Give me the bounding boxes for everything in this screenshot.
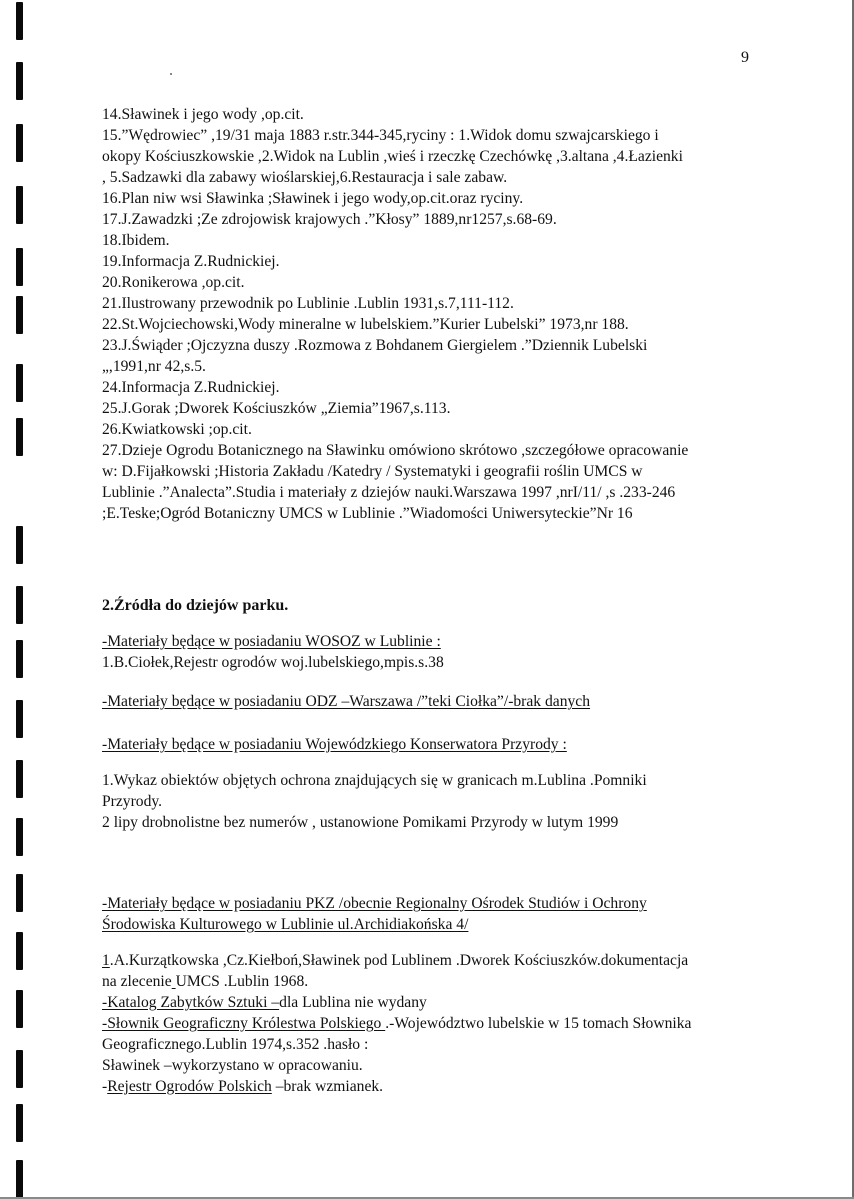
footnote-line: 15.”Wędrowiec” ,19/31 maja 1883 r.str.344-345,ryciny : 1.Widok domu szwajcarskiego i <box>102 127 659 144</box>
pkz-title-line: Środowiska Kulturowego w Lublinie ul.Archidiakońska 4/ <box>102 916 469 933</box>
slownik-title: -Słownik Geograficzny Królestwa Polskiego <box>102 1015 386 1032</box>
footnote-line: 22.St.Wojciechowski,Wody mineralne w lubelskiem.”Kurier Lubelski” 1973,nr 188. <box>102 316 629 333</box>
scan-speck <box>170 73 172 75</box>
katalog-line <box>102 992 822 1013</box>
binding-mark <box>16 418 23 456</box>
footnote-line: 25.J.Gorak ;Dworek Kościuszków „Ziemia”1967,s.113. <box>102 400 451 417</box>
odz-block <box>102 691 822 712</box>
footnote-line: 14.Sławinek i jego wody ,op.cit. <box>102 106 304 123</box>
binding-mark <box>16 700 23 738</box>
binding-mark <box>16 586 23 624</box>
binding-mark <box>16 1160 23 1198</box>
konserwator-line: Przyrody. <box>102 793 163 810</box>
binding-mark <box>16 296 23 334</box>
pkz-item-1-cont-b: UMCS .Lublin 1968. <box>175 973 309 990</box>
binding-mark <box>16 124 23 162</box>
pkz-item-1-number: 1 <box>102 952 110 969</box>
binding-marks <box>16 0 26 1199</box>
binding-mark <box>16 62 23 100</box>
katalog-title: -Katalog Zabytków Sztuki – <box>102 994 280 1011</box>
binding-mark <box>16 2 23 40</box>
footnote-line: 23.J.Świąder ;Ojczyzna duszy .Rozmowa z Bohdanem Giergielem .”Dziennik Lubelski <box>102 337 648 354</box>
pkz-item-1-cont-a: na zlecenie <box>102 973 172 990</box>
konserwator-block <box>102 734 822 755</box>
footnote-line: 27.Dzieje Ogrodu Botanicznego na Sławinku omówiono skrótowo ,szczegółowe opracowanie <box>102 442 689 459</box>
rejestr-title: Rejestr Ogrodów Polskich <box>107 1078 272 1095</box>
katalog-note: dla Lublina nie wydany <box>279 994 427 1011</box>
konserwator-line: 2 lipy drobnolistne bez numerów , ustanowione Pomikami Przyrody w lutym 1999 <box>102 814 619 831</box>
konserwator-list <box>102 770 822 833</box>
wosoz-title: -Materiały będące w posiadaniu WOSOZ w Lublinie : <box>102 633 441 650</box>
pkz-item-1-cont <box>102 971 822 992</box>
footnote-line: , 5.Sadzawki dla zabawy wioślarskiej,6.Restauracja i sale zabaw. <box>102 169 508 186</box>
konserwator-line: 1.Wykaz obiektów objętych ochrona znajdujących się w granicach m.Lublina .Pomniki <box>102 772 647 789</box>
rejestr-note: –brak wzmianek. <box>271 1078 384 1095</box>
binding-mark <box>16 526 23 564</box>
footnote-line: w: D.Fijałkowski ;Historia Zakładu /Katedry / Systematyki i geografii roślin UMCS w <box>102 463 643 480</box>
pkz-title-line: -Materiały będące w posiadaniu PKZ /obecnie Regionalny Ośrodek Studiów i Ochrony <box>102 895 647 912</box>
footnote-line: 17.J.Zawadzki ;Ze zdrojowisk krajowych .”Kłosy” 1889,nr1257,s.68-69. <box>102 211 557 228</box>
footnote-line: okopy Kościuszkowskie ,2.Widok na Lublin ,wieś i rzeczkę Czechówkę ,3.altana ,4.Łazienki <box>102 148 683 165</box>
section-heading: 2.Źródła do dziejów parku. <box>102 597 289 614</box>
pkz-item-1 <box>102 950 822 971</box>
binding-mark <box>16 364 23 402</box>
slawinek-line: Sławinek –wykorzystano w opracowaniu. <box>102 1057 363 1074</box>
pkz-item-1-text: .A.Kurzątkowska ,Cz.Kiełboń,Sławinek pod Lublinem .Dworek Kościuszków.dokumentacja <box>109 952 689 969</box>
footnote-line: „,1991,nr 42,s.5. <box>102 358 206 375</box>
rejestr-line <box>102 1076 822 1097</box>
footnotes <box>102 104 822 524</box>
binding-mark <box>16 818 23 856</box>
binding-mark <box>16 932 23 970</box>
footnote-line: 16.Plan niw wsi Sławinka ;Sławinek i jego wody,op.cit.oraz ryciny. <box>102 190 524 207</box>
footnote-line: 21.Ilustrowany przewodnik po Lublinie .Lublin 1931,s.7,111-112. <box>102 295 514 312</box>
footnote-line: Lublinie .”Analecta”.Studia i materiały z dziejów nauki.Warszawa 1997 ,nrI/11/ ,s .233-246 <box>102 484 676 501</box>
pkz-title-block <box>102 893 822 935</box>
binding-mark <box>16 760 23 798</box>
binding-mark <box>16 874 23 912</box>
odz-title: -Materiały będące w posiadaniu ODZ –Warszawa /”teki Ciołka”/-brak danych <box>102 693 591 710</box>
slownik-line <box>102 1013 822 1034</box>
slownik-note: .-Województwo lubelskie w 15 tomach Słownika <box>385 1015 692 1032</box>
binding-mark <box>16 640 23 678</box>
binding-mark <box>16 186 23 224</box>
konserwator-title: -Materiały będące w posiadaniu Wojewódzkiego Konserwatora Przyrody : <box>102 736 567 753</box>
slownik-cont: Geograficznego.Lublin 1974,s.352 .hasło : <box>102 1036 369 1053</box>
wosoz-item: 1.B.Ciołek,Rejestr ogrodów woj.lubelskiego,mpis.s.38 <box>102 654 444 671</box>
wosoz-block <box>102 631 822 673</box>
footnote-line: 18.Ibidem. <box>102 232 170 249</box>
footnote-line: 24.Informacja Z.Rudnickiej. <box>102 379 280 396</box>
rejestr-dash: - <box>102 1078 108 1095</box>
footnote-line: 20.Ronikerowa ,op.cit. <box>102 274 245 291</box>
binding-mark <box>16 990 23 1028</box>
pkz-items <box>102 950 822 1097</box>
footnote-line: ;E.Teske;Ogród Botaniczny UMCS w Lublinie .”Wiadomości Uniwersyteckie”Nr 16 <box>102 505 633 522</box>
page-number: 9 <box>741 49 749 66</box>
footnote-line: 26.Kwiatkowski ;op.cit. <box>102 421 252 438</box>
binding-mark <box>16 1050 23 1088</box>
footnote-line: 19.Informacja Z.Rudnickiej. <box>102 253 280 270</box>
binding-mark <box>16 248 23 286</box>
binding-mark <box>16 1104 23 1142</box>
